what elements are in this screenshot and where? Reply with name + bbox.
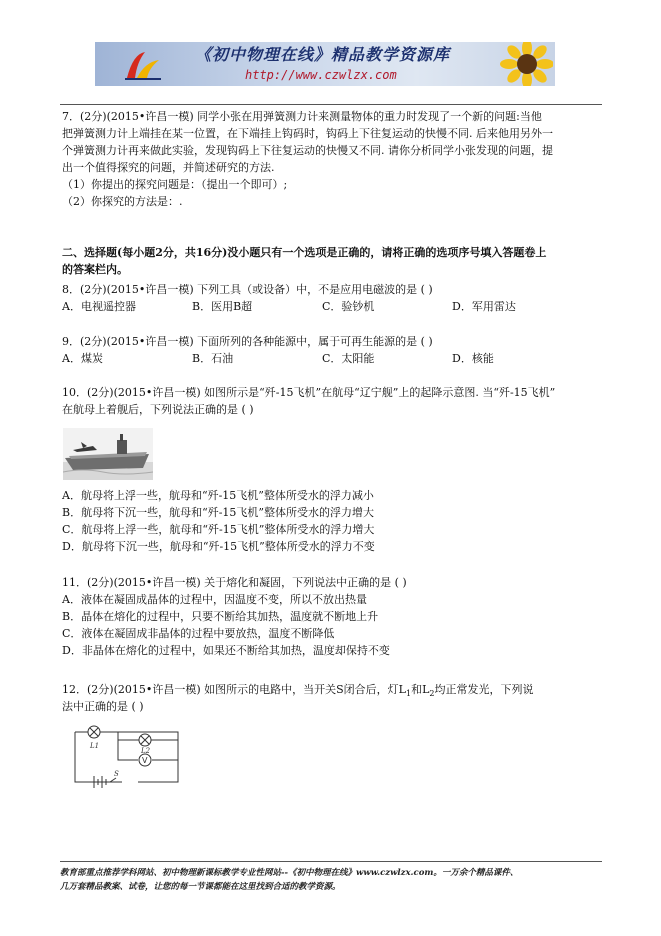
voltmeter-icon [139,754,151,766]
q12-line-1-text-a: 12．(2分)(2015•许昌一模) 如图所示的电路中，当开关S闭合后，灯L [62,683,406,696]
label-l2: L2 [141,747,151,755]
q7-line-4: 出一个值得探究的问题，并简述研究的方法. [62,161,275,174]
q12-sub-2: 2 [429,689,435,699]
question-12 [62,681,600,715]
q7-line-1: 7．(2分)(2015•许昌一模) 同学小张在用弹簧测力计来测量物体的重力时发现了一个新的问题:当他 [62,110,542,123]
q11-option-d: D．非晶体在熔化的过程中，如果还不断给其加热，温度却保持不变 [62,644,390,657]
q10-line-1: 10．(2分)(2015•许昌一模) 如图所示是“歼-15飞机”在航母“辽宁舰”上的起降示意图. 当“歼-15飞机” [62,386,556,399]
q9-option-d: D．核能 [452,352,494,365]
q10-option-c: C．航母将上浮一些，航母和“歼-15飞机”整体所受水的浮力增大 [62,523,375,536]
question-11 [62,574,600,659]
q11-option-c: C．液体在凝固成非晶体的过程中要放热，温度不断降低 [62,627,335,640]
lamp-l2-icon [118,734,178,746]
q10-option-d: D．航母将下沉一些，航母和“歼-15飞机”整体所受水的浮力不变 [62,540,375,553]
header-rule [60,104,602,105]
aircraft-carrier-image [63,428,153,480]
question-8 [62,281,600,315]
sunflower-icon [493,42,553,86]
banner-title: 《初中物理在线》精品教学资源库 [195,45,451,64]
question-7 [62,108,600,210]
q10-option-a: A．航母将上浮一些，航母和“歼-15飞机”整体所受水的浮力减小 [62,489,374,502]
q12-sub-1: 1 [405,689,412,699]
label-l1: L1 [90,742,100,750]
section-2-line-2: 的答案栏内。 [62,263,128,276]
q8-options [62,298,600,315]
q8-option-d: D．军用雷达 [452,300,516,313]
q9-stem: 9．(2分)(2015•许昌一模) 下面所列的各种能源中，属于可再生能源的是 ( ) [62,335,433,348]
section-2-line-1: 二、选择题(每小题2分，共16分)没小题只有一个选项是正确的，请将正确的选项序号填入答题卷上 [62,246,547,259]
q7-sub-2: （2）你探究的方法是：. [62,195,183,208]
label-switch: S [114,770,119,778]
question-9 [62,333,600,367]
q7-line-3: 个弹簧测力计再来做此实验，发现钩码上下往复运动的快慢又不同. 请你分析同学小张发现的问题，提 [62,144,553,157]
site-banner [95,42,555,86]
q10-option-b: B．航母将下沉一些，航母和“歼-15飞机”整体所受水的浮力增大 [62,506,375,519]
svg-text:V: V [142,756,148,765]
question-10 [62,384,600,418]
footer-line-1: 教育部重点推荐学科网站、初中物理新课标教学专业性网站--《初中物理在线》www.czwlzx.com。一万余个精品课件、 [60,868,519,878]
q8-option-a: A．电视遥控器 [62,300,136,313]
q9-option-b: B．石油 [192,352,234,365]
q10-options [62,487,600,555]
site-logo-icon [123,48,163,82]
q8-option-b: B．医用B超 [192,300,253,313]
q12-line-2: 法中正确的是 ( ) [62,700,144,713]
q10-line-2: 在航母上着舰后，下列说法正确的是 ( ) [62,403,254,416]
q9-options [62,350,600,367]
q9-option-c: C．太阳能 [322,352,375,365]
footer-line-2: 几万套精品教案、试卷，让您的每一节课都能在这里找到合适的教学资源。 [60,882,341,892]
section-2-heading [62,244,600,278]
q7-sub-1: （1）你提出的探究问题是：（提出一个即可）; [62,178,288,191]
q7-line-2: 把弹簧测力计上端挂在某一位置，在下端挂上钩码时，钩码上下往复运动的快慢不同. 后来他用另外一 [62,127,553,140]
q11-option-b: B．晶体在熔化的过程中，只要不断给其加热，温度就不断地上升 [62,610,379,623]
footer-rule [60,861,602,862]
lamp-l1-icon [88,726,100,738]
q8-stem: 8．(2分)(2015•许昌一模) 下列工具（或设备）中，不是应用电磁波的是 ( ) [62,283,433,296]
q11-option-a: A．液体在凝固成晶体的过程中，因温度不变，所以不放出热量 [62,593,367,606]
q8-option-c: C．验钞机 [322,300,375,313]
q12-line-1-text-b: 和L [411,683,430,696]
q11-stem: 11．(2分)(2015•许昌一模) 关于熔化和凝固，下列说法中正确的是 ( ) [62,576,407,589]
q12-line-1 [62,681,600,698]
circuit-diagram [70,720,185,792]
q9-option-a: A．煤炭 [62,352,103,365]
banner-url[interactable]: http://www.czwlzx.com [245,68,397,82]
page-footer [60,866,605,894]
q12-line-1-text-c: 均正常发光，下列说 [434,683,534,696]
